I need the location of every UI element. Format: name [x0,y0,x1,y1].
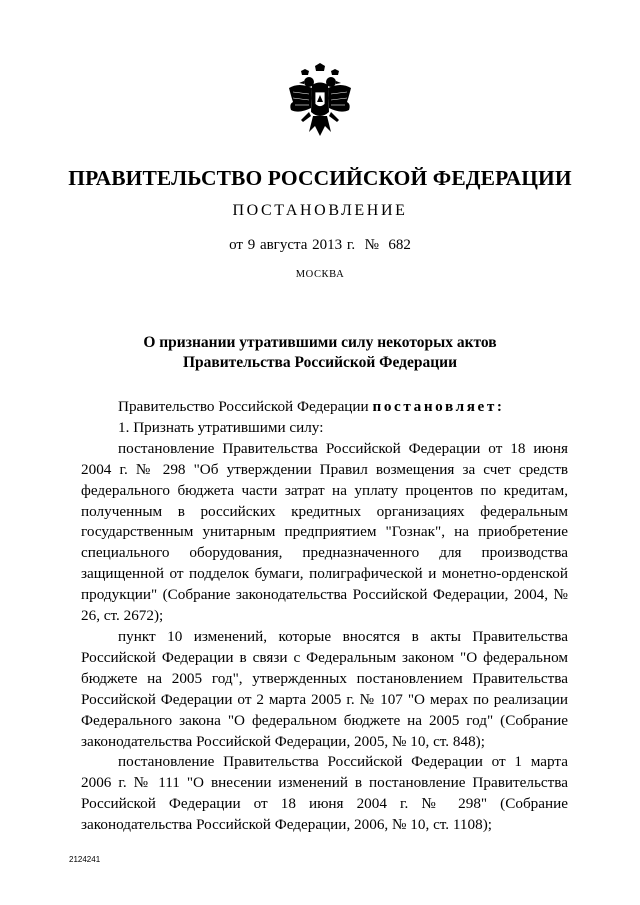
resolves-word: постановляет: [372,398,505,415]
document-date: 9 августа 2013 г. [247,237,356,253]
title-line-1: О признании утратившими силу некоторых актов [143,334,497,351]
document-title [0,333,640,373]
repealed-act-1: постановление Правительства Российской Федерации от 18 июня 2004 г. № 298 "Об утверждении Правил возмещения за счет средств федерального бюджета части затрат на уплату процентов по кредитам, полученным в российских кредитных организациях федеральным государственным унитарным предприятием "Гознак", на приобретение специального оборудования, предназначенного для производства защищенной от подделок бумаги, полиграфической и монетно-орденской продукции" (Собрание законодательства Российской Федерации, 2004, № 26, ст. 2672); [81,439,568,625]
repealed-act-2: пункт 10 изменений, которые вносятся в акты Правительства Российской Федерации в связи с Федеральным законом "О федеральном бюджете на 2005 год", утвержденных постановлением Правительства Российской Федерации от 2 марта 2005 г. № 107 "О мерах по реализации Федерального закона "О федеральном бюджете на 2005 год" (Собрание законодательства Российской Федерации, 2005, № 10, ст. 848); [81,627,568,750]
title-line-2: Правительства Российской Федерации [182,354,458,371]
number-sign: № [364,237,379,253]
document-body [81,397,568,836]
city: МОСКВА [295,269,345,280]
date-prefix: от [229,237,248,253]
item-1: 1. Признать утратившими силу: [118,418,324,436]
repealed-act-3: постановление Правительства Российской Федерации от 1 марта 2006 г. № 111 "О внесении изменений в постановление Правительства Российской Федерации от 18 июня 2004 г. № 298" (Собрание законодательства Российской Федерации, 2006, № 10, ст. 1108); [81,753,568,834]
intro-paragraph [81,397,568,418]
document-code: 2124241 [69,855,101,864]
organization-heading: ПРАВИТЕЛЬСТВО РОССИЙСКОЙ ФЕДЕРАЦИИ [68,166,572,190]
coat-of-arms-emblem [285,62,355,148]
intro-text: Правительство Российской Федерации [118,398,373,415]
date-number-line [0,237,640,254]
document-number: 682 [388,237,411,253]
document-type: ПОСТАНОВЛЕНИЕ [232,202,408,219]
